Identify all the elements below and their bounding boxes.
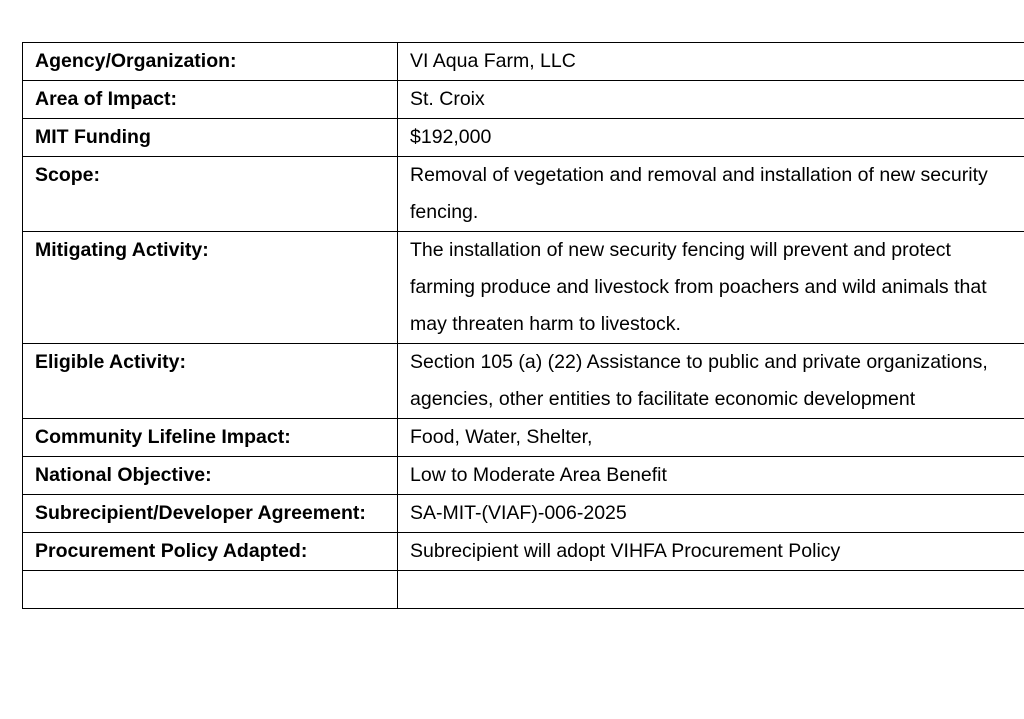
table-row-procurement-policy [23,533,1024,571]
table-row-national-objective [23,457,1024,495]
community-lifeline-label: Community Lifeline Impact: [23,419,398,457]
mit-funding-value: $192,000 [398,119,1024,157]
mitigating-activity-value: The installation of new security fencing will prevent and protect farming produce and livestock from poachers and wild animals that may threaten harm to livestock. [398,232,1024,344]
eligible-activity-value: Section 105 (a) (22) Assistance to public and private organizations, agencies, other entities to facilitate economic development [398,344,1024,419]
table-row-mitigating-activity [23,232,1024,344]
procurement-policy-value: Subrecipient will adopt VIHFA Procurement Policy [398,533,1024,571]
table-row-mit-funding [23,119,1024,157]
scope-value: Removal of vegetation and removal and installation of new security fencing. [398,157,1024,232]
blank-label-cell [23,571,398,609]
national-objective-label: National Objective: [23,457,398,495]
area-of-impact-value: St. Croix [398,81,1024,119]
mit-funding-label: MIT Funding [23,119,398,157]
table-row-community-lifeline [23,419,1024,457]
agency-label: Agency/Organization: [23,43,398,81]
procurement-policy-label: Procurement Policy Adapted: [23,533,398,571]
table-row-scope [23,157,1024,232]
table-row-agency [23,43,1024,81]
mitigating-activity-label: Mitigating Activity: [23,232,398,344]
table-row-area-of-impact [23,81,1024,119]
table-row-blank [23,571,1024,609]
subrecipient-agreement-value: SA-MIT-(VIAF)-006-2025 [398,495,1024,533]
eligible-activity-label: Eligible Activity: [23,344,398,419]
scope-label: Scope: [23,157,398,232]
table-row-eligible-activity [23,344,1024,419]
area-of-impact-label: Area of Impact: [23,81,398,119]
project-summary-sheet [22,42,1002,609]
agency-value: VI Aqua Farm, LLC [398,43,1024,81]
table-row-subrecipient-agreement [23,495,1024,533]
community-lifeline-value: Food, Water, Shelter, [398,419,1024,457]
national-objective-value: Low to Moderate Area Benefit [398,457,1024,495]
project-summary-table [22,42,1024,609]
subrecipient-agreement-label: Subrecipient/Developer Agreement: [23,495,398,533]
blank-value-cell [398,571,1024,609]
